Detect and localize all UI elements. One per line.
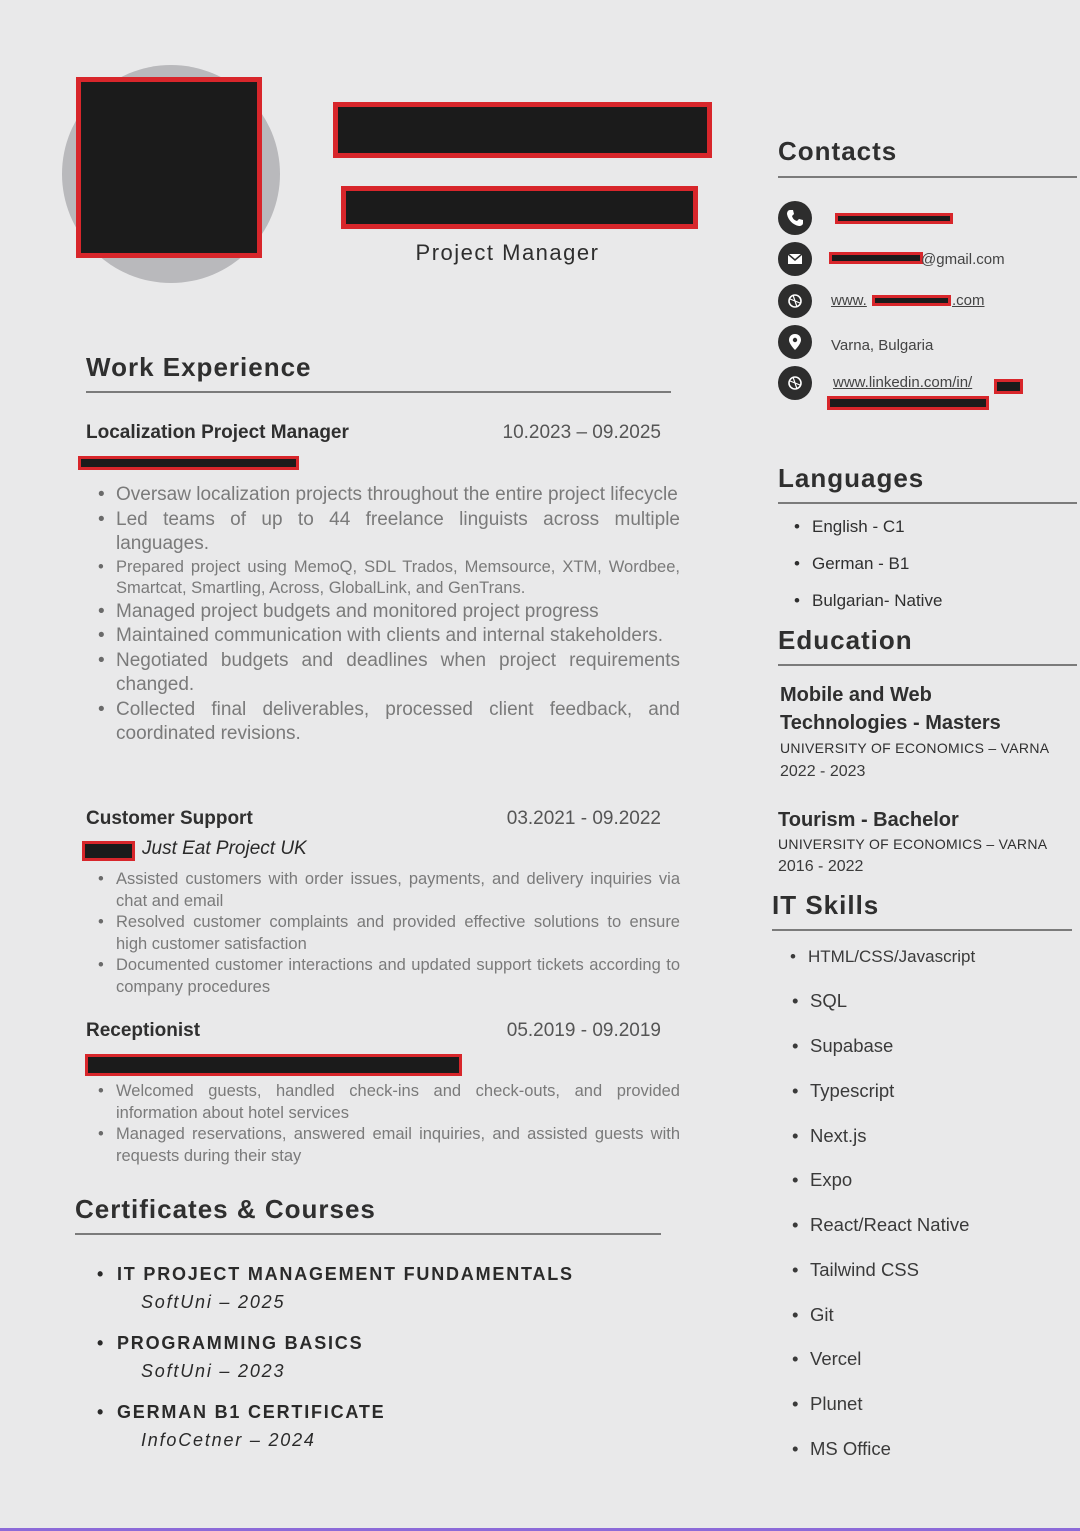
website-prefix[interactable]: www. [831,292,867,309]
work-experience-heading: Work Experience [86,352,312,382]
job-header [86,1020,661,1042]
first-name-redaction [333,102,712,158]
linkedin-redaction [827,396,989,410]
job-bullets [96,869,680,998]
contacts-heading: Contacts [778,136,898,166]
list-item: • Managed project budgets and monitored project progress [116,600,680,625]
job-bullets [96,1081,680,1167]
education-university: UNIVERSITY OF ECONOMICS – VARNA [780,740,1050,756]
location-pin-icon [778,325,812,359]
job-header [86,808,661,830]
website-redaction [872,295,951,306]
list-item: • Collected final deliverables, processed client feedback, and coordinated revisions. [116,698,680,747]
email-text[interactable]: @gmail.com [921,251,1005,268]
company-redaction [78,456,299,470]
list-item: • Negotiated budgets and deadlines when project requirements changed. [116,649,680,698]
section-divider [772,929,1072,931]
job-header [86,422,661,444]
language-item: • German - B1 [812,554,909,574]
location-text: Varna, Bulgaria [831,337,934,354]
globe-icon [778,366,812,400]
list-item: • Documented customer interactions and updated support tickets according to company procedures [116,955,680,998]
education-years: 2016 - 2022 [778,858,864,875]
list-item: • Oversaw localization projects throughout the entire project lifecycle [116,483,680,508]
company-name: Just Eat Project UK [142,838,307,859]
photo-redaction [76,77,262,258]
skill-item: • Tailwind CSS [810,1259,919,1281]
skill-item: • Git [810,1304,834,1326]
last-name-redaction [341,186,698,229]
job-role: Localization Project Manager [86,422,349,443]
job-role: Customer Support [86,808,253,829]
skill-item: • SQL [810,990,847,1012]
skill-item: • Next.js [810,1125,867,1147]
education-degree: Mobile and Web Technologies - Masters [780,684,1001,734]
education-years: 2022 - 2023 [780,763,866,780]
email-redaction [829,252,923,264]
section-divider [778,502,1077,504]
linkedin-redaction [994,379,1023,394]
it-skills-heading: IT Skills [772,890,880,920]
job-dates: 10.2023 – 09.2025 [502,422,661,443]
certificate-title: • GERMAN B1 CERTIFICATE [117,1402,385,1423]
company-redaction [85,1054,462,1076]
job-bullets [96,483,680,747]
certificate-title: • PROGRAMMING BASICS [117,1333,363,1354]
phone-redaction [835,213,953,224]
section-divider [778,664,1077,666]
education-degree: Tourism - Bachelor [778,809,959,831]
website-suffix[interactable]: .com [952,292,985,309]
skill-item: • HTML/CSS/Javascript [808,947,975,967]
language-item: • English - C1 [812,517,905,537]
company-redaction [82,841,135,861]
skill-item: • Expo [810,1169,852,1191]
list-item: • Managed reservations, answered email inquiries, and assisted guests with requests during their stay [116,1124,680,1167]
phone-icon [778,201,812,235]
list-item: • Prepared project using MemoQ, SDL Trados, Memsource, XTM, Wordbee, Smartcat, Smartling, Across, GlobalLink, and GenTrans. [116,557,680,600]
certificate-issuer: SoftUni – 2023 [141,1361,286,1381]
skill-item: • MS Office [810,1438,891,1460]
list-item: • Maintained communication with clients and internal stakeholders. [116,624,680,649]
section-divider [75,1233,661,1235]
skill-item: • Typescript [810,1080,894,1102]
skill-item: • Supabase [810,1035,893,1057]
skill-item: • Plunet [810,1393,862,1415]
job-role: Receptionist [86,1020,201,1041]
job-title: Project Manager [415,240,600,265]
job-dates: 05.2019 - 09.2019 [506,1020,661,1041]
languages-heading: Languages [778,463,925,493]
certificate-title: • IT PROJECT MANAGEMENT FUNDAMENTALS [117,1264,574,1285]
list-item: • Led teams of up to 44 freelance linguists across multiple languages. [116,508,680,557]
list-item: • Welcomed guests, handled check-ins and check-outs, and provided information about hotel services [116,1081,680,1124]
skill-item: • React/React Native [810,1214,969,1236]
certificates-heading: Certificates & Courses [75,1194,376,1224]
list-item: • Assisted customers with order issues, payments, and delivery inquiries via chat and email [116,869,680,912]
globe-icon [778,284,812,318]
education-university: UNIVERSITY OF ECONOMICS – VARNA [778,836,1048,852]
job-dates: 03.2021 - 09.2022 [506,808,661,829]
education-heading: Education [778,625,913,655]
language-item: • Bulgarian- Native [812,591,942,611]
section-divider [86,391,671,393]
section-divider [778,176,1077,178]
mail-icon [778,242,812,276]
linkedin-link[interactable]: www.linkedin.com/in/ [833,374,973,391]
skill-item: • Vercel [810,1348,861,1370]
certificate-issuer: InfoCetner – 2024 [141,1430,316,1450]
list-item: • Resolved customer complaints and provided effective solutions to ensure high customer satisfaction [116,912,680,955]
certificate-issuer: SoftUni – 2025 [141,1292,286,1312]
